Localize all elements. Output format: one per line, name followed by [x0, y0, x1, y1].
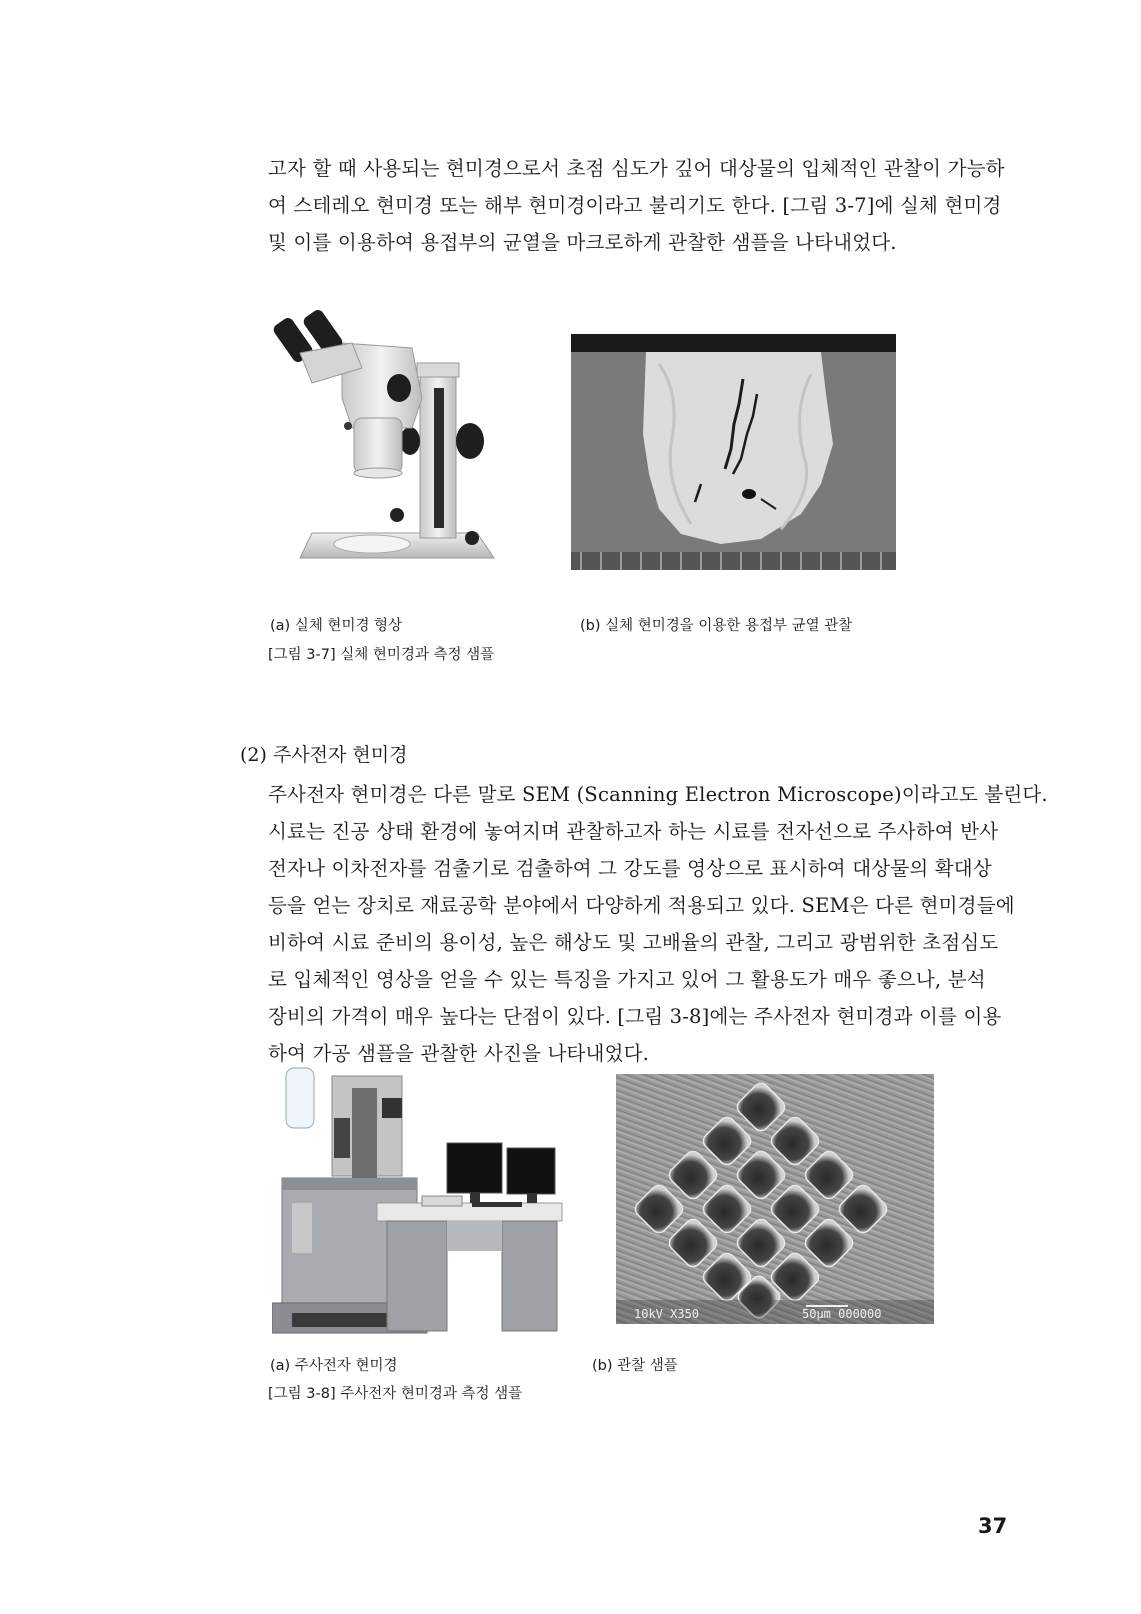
sem-line-2: 시료는 진공 상태 환경에 놓여지며 관찰하고자 하는 시료를 전자선으로 주사하여 반사 [268, 820, 999, 843]
sem-line-3: 전자나 이차전자를 검출기로 검출하여 그 강도를 영상으로 표시하여 대상물의 확대상 [268, 857, 992, 880]
sem-equipment-image [272, 1058, 572, 1340]
figure-3-7-title: [그림 3-7] 실체 현미경과 측정 샘플 [268, 647, 495, 663]
intro-line-1: 고자 할 때 사용되는 현미경으로서 초점 심도가 깊어 대상물의 입체적인 관찰이 가능하 [268, 157, 1005, 180]
intro-line-2: 여 스테레오 현미경 또는 해부 현미경이라고 불리기도 한다. [그림 3-7]에 실체 현미경 [268, 194, 1002, 217]
intro-paragraph [268, 150, 1003, 261]
sem-line-8: 하여 가공 샘플을 관찰한 사진을 나타내었다. [268, 1042, 650, 1065]
sem-line-1: 주사전자 현미경은 다른 말로 SEM (Scanning Electron Microscope)이라고도 불린다. [268, 783, 1048, 806]
sem-line-4: 등을 얻는 장치로 재료공학 분야에서 다양하게 적용되고 있다. SEM은 다른 현미경들에 [268, 894, 1015, 917]
figure-3-7-caption-a: (a) 실체 현미경 형상 [270, 618, 403, 634]
sem-paragraph [268, 776, 1048, 1072]
sem-line-7: 장비의 가격이 매우 높다는 단점이 있다. [그림 3-8]에는 주사전자 현미경과 이를 이용 [268, 1005, 1002, 1028]
figure-3-8-caption-a: (a) 주사전자 현미경 [270, 1358, 398, 1374]
sem-info-label: 10kV X350 [634, 1307, 700, 1321]
sem-sample-micrograph [616, 1074, 934, 1324]
stereo-microscope-image [272, 308, 512, 578]
section-heading: (2) 주사전자 현미경 [240, 744, 408, 766]
intro-line-3: 및 이를 이용하여 용접부의 균열을 마크로하게 관찰한 샘플을 나타내었다. [268, 231, 897, 254]
sem-line-6: 로 입체적인 영상을 얻을 수 있는 특징을 가지고 있어 그 활용도가 매우 좋으나, 분석 [268, 968, 986, 991]
figure-3-7-caption-b: (b) 실체 현미경을 이용한 용접부 균열 관찰 [580, 618, 853, 634]
sem-scale-label: 50μm 000000 [802, 1307, 882, 1321]
weld-crack-micrograph [571, 334, 896, 570]
figure-3-8-caption-b: (b) 관찰 샘플 [592, 1358, 678, 1374]
figure-3-8-title: [그림 3-8] 주사전자 현미경과 측정 샘플 [268, 1386, 523, 1402]
page-number: 37 [978, 1514, 1008, 1538]
sem-line-5: 비하여 시료 준비의 용이성, 높은 해상도 및 고배율의 관찰, 그리고 광범위한 초점심도 [268, 931, 999, 954]
